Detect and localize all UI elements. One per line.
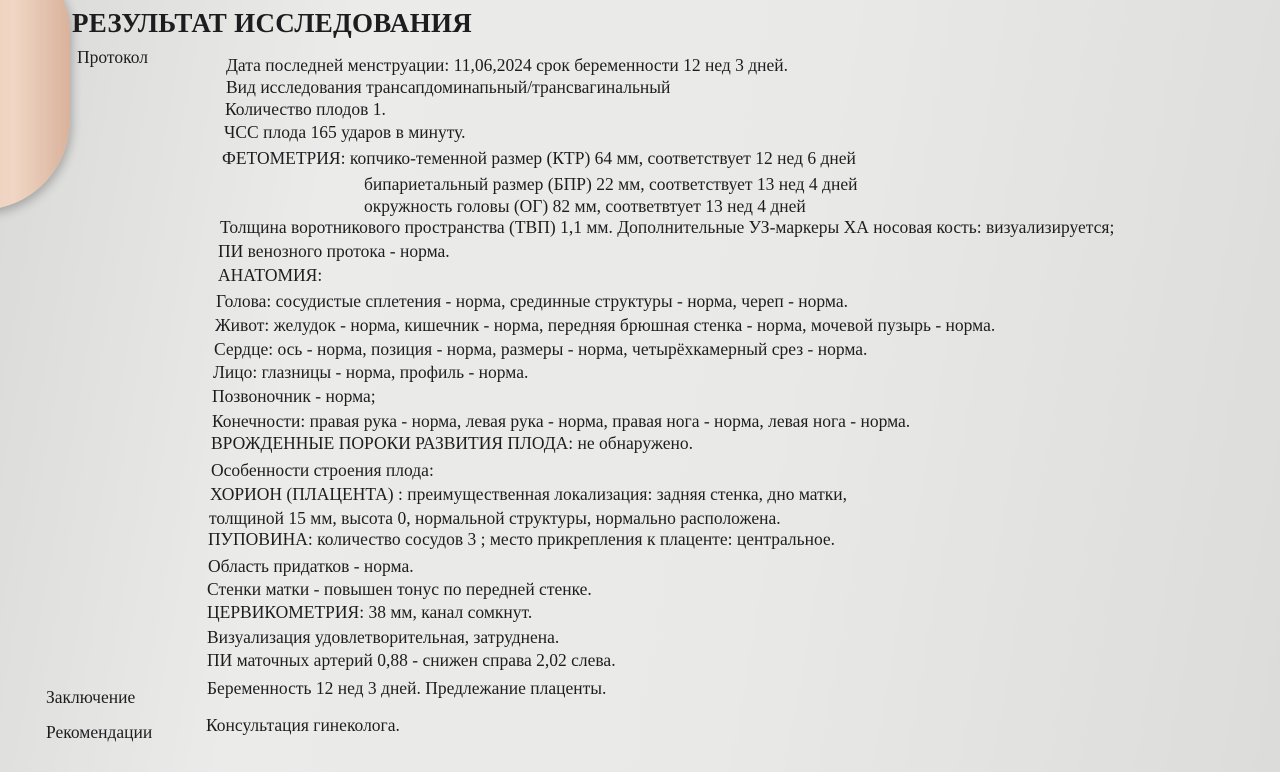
line-visualization: Визуализация удовлетворительная, затруднена. [207,627,560,647]
label-recommendations: Рекомендации [46,722,153,742]
line-heart-rate: ЧСС плода 165 ударов в минуту. [224,122,466,142]
line-limbs: Конечности: правая рука - норма, левая рука - норма, правая нога - норма, левая нога - норма. [212,411,911,431]
line-placenta-thickness: толщиной 15 мм, высота 0, нормальной структуры, нормально расположена. [209,508,781,528]
line-last-menstruation: Дата последней менструации: 11,06,2024 срок беременности 12 нед 3 дней. [226,55,789,75]
line-fetometry-og: окружность головы (ОГ) 82 мм, соответвтует 13 нед 4 дней [364,196,806,216]
document-title: РЕЗУЛЬТАТ ИССЛЕДОВАНИЯ [72,8,473,38]
line-structure-features: Особенности строения плода: [211,460,434,480]
line-chorion: ХОРИОН (ПЛАЦЕНТА) : преимущественная локализация: задняя стенка, дно матки, [210,484,847,504]
line-spine: Позвоночник - норма; [212,386,376,406]
line-abdomen: Живот: желудок - норма, кишечник - норма, передняя брюшная стенка - норма, мочевой пузырь - норма. [215,315,996,335]
line-conclusion-text: Беременность 12 нед 3 дней. Предлежание плаценты. [207,678,607,698]
line-face: Лицо: глазницы - норма, профиль - норма. [213,362,529,382]
line-exam-type: Вид исследования трансапдоминапьный/трансвагинальный [226,77,671,97]
line-cervicometry: ЦЕРВИКОМЕТРИЯ: 38 мм, канал сомкнут. [207,602,533,622]
line-fetus-count: Количество плодов 1. [225,99,386,119]
line-adnexa: Область придатков - норма. [208,556,414,576]
finger-photo-artifact [0,0,70,210]
line-nuchal-translucency: Толщина воротникового пространства (ТВП) 1,1 мм. Дополнительные УЗ-маркеры ХА носовая кость: визуализируется; [220,217,1115,237]
line-fetometry-bpr: бипариетальный размер (БПР) 22 мм, соответствует 13 нед 4 дней [364,174,858,194]
line-heart: Сердце: ось - норма, позиция - норма, размеры - норма, четырёхкамерный срез - норма. [214,339,868,359]
line-head: Голова: сосудистые сплетения - норма, срединные структуры - норма, череп - норма. [216,291,848,311]
line-anatomy-heading: АНАТОМИЯ: [218,265,323,285]
label-protocol: Протокол [77,47,148,67]
line-venous-duct: ПИ венозного протока - норма. [218,241,450,261]
label-conclusion: Заключение [46,687,136,707]
line-uterine-walls: Стенки матки - повышен тонус по передней стенке. [207,579,592,599]
line-fetometry-ktr: ФЕТОМЕТРИЯ: копчико-теменной размер (КТР) 64 мм, соответствует 12 нед 6 дней [222,148,856,168]
line-recommendations-text: Консультация гинеколога. [206,715,400,735]
line-malformations: ВРОЖДЕННЫЕ ПОРОКИ РАЗВИТИЯ ПЛОДА: не обнаружено. [211,433,693,453]
line-uterine-arteries: ПИ маточных артерий 0,88 - снижен справа 2,02 слева. [207,650,616,670]
line-umbilical-cord: ПУПОВИНА: количество сосудов 3 ; место прикрепления к плаценте: центральное. [208,529,836,549]
